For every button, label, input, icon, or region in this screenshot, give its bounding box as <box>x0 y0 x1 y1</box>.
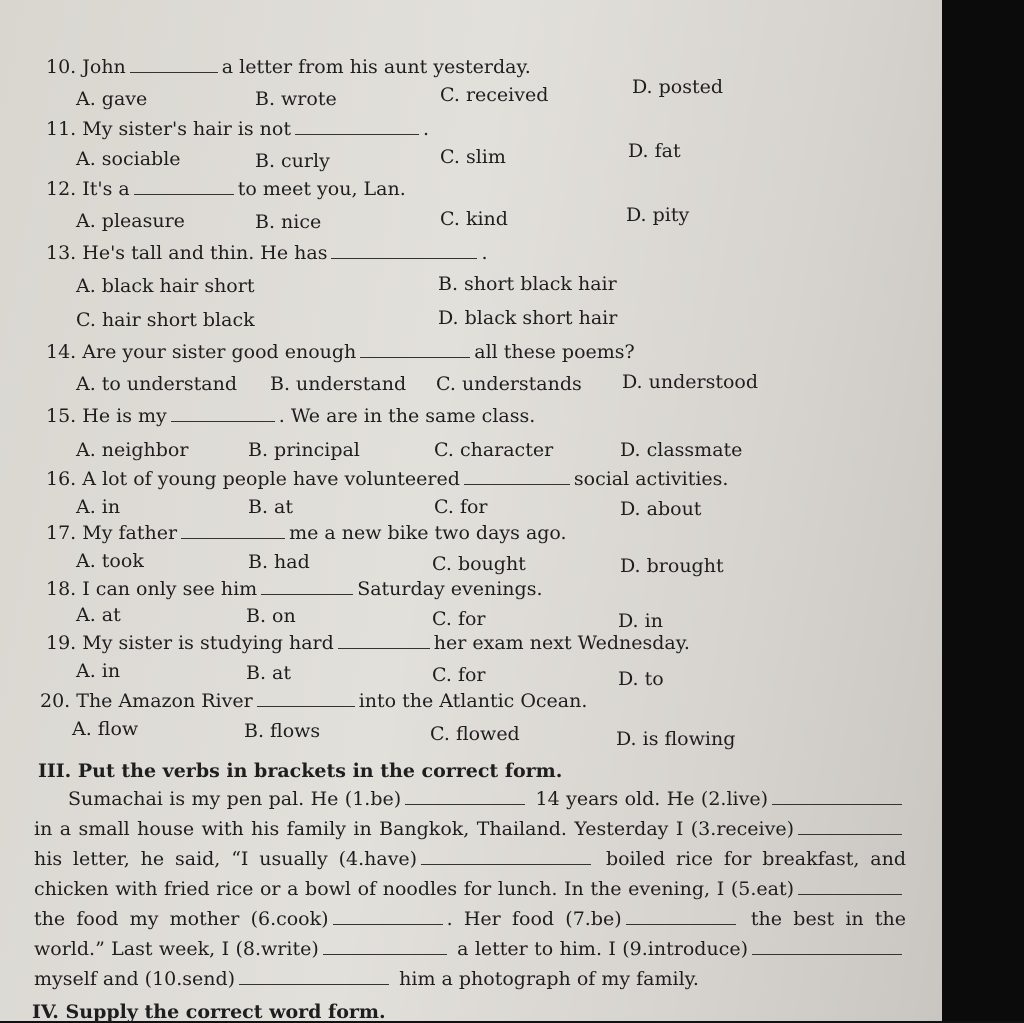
answer-blank[interactable] <box>338 634 430 649</box>
option-a[interactable]: A. neighbor <box>76 439 189 461</box>
answer-blank[interactable] <box>464 470 570 485</box>
option-d[interactable]: D. fat <box>628 140 681 162</box>
question-number: 18. <box>46 578 77 600</box>
question-text: John <box>82 56 126 78</box>
option-a[interactable]: A. in <box>76 660 121 682</box>
option-d[interactable]: D. classmate <box>620 439 743 461</box>
question-12 <box>46 178 406 200</box>
question-11 <box>46 118 429 140</box>
question-text: a letter from his aunt yesterday. <box>221 56 531 78</box>
section-3-paragraph <box>34 784 906 994</box>
option-d[interactable]: D. to <box>618 668 664 690</box>
paragraph-text: his letter, he said, “I usually (4.have) <box>34 848 418 870</box>
option-c[interactable]: C. character <box>434 439 554 461</box>
option-d[interactable]: D. is flowing <box>616 728 736 750</box>
option-c[interactable]: C. received <box>440 84 549 106</box>
option-d[interactable]: D. brought <box>620 555 724 577</box>
option-a[interactable]: A. black hair short <box>76 275 255 297</box>
question-14 <box>46 341 635 363</box>
question-text: The Amazon River <box>76 690 253 712</box>
option-d[interactable]: D. in <box>618 610 663 632</box>
question-16 <box>46 468 728 490</box>
option-b[interactable]: B. at <box>246 662 292 684</box>
option-b[interactable]: B. understand <box>270 373 407 395</box>
answer-blank[interactable] <box>257 692 355 707</box>
option-b[interactable]: B. on <box>246 605 296 627</box>
option-b[interactable]: B. nice <box>255 211 322 233</box>
option-c[interactable]: C. for <box>434 496 488 518</box>
question-text: into the Atlantic Ocean. <box>358 690 588 712</box>
option-d[interactable]: D. posted <box>632 76 724 98</box>
question-10 <box>46 56 531 78</box>
blank-4[interactable] <box>421 850 591 865</box>
question-text: . <box>481 242 488 264</box>
dark-edge <box>942 0 1024 1021</box>
option-c[interactable]: C. slim <box>440 146 506 168</box>
option-c[interactable]: C. understands <box>436 373 582 395</box>
paragraph-text: him a photograph of my family. <box>399 968 699 990</box>
blank-1[interactable] <box>405 790 525 805</box>
answer-blank[interactable] <box>134 180 234 195</box>
option-c[interactable]: C. hair short black <box>76 309 255 331</box>
option-d[interactable]: D. understood <box>622 371 759 393</box>
question-number: 15. <box>46 405 77 427</box>
question-number: 19. <box>46 632 77 654</box>
question-18 <box>46 578 543 600</box>
section-4-title: IV. Supply the correct word form. <box>32 1001 386 1023</box>
question-text: me a new bike two days ago. <box>289 522 567 544</box>
blank-2[interactable] <box>772 790 902 805</box>
question-15 <box>46 405 535 427</box>
option-a[interactable]: A. flow <box>72 718 139 740</box>
question-number: 10. <box>46 56 77 78</box>
question-text: My sister is studying hard <box>82 632 334 654</box>
question-17 <box>46 522 567 544</box>
option-b[interactable]: B. had <box>248 551 310 573</box>
answer-blank[interactable] <box>331 244 477 259</box>
question-text: My father <box>82 522 178 544</box>
answer-blank[interactable] <box>181 524 285 539</box>
question-text: Are your sister good enough <box>82 341 357 363</box>
paragraph-text: the food my mother (6.cook) <box>34 908 329 930</box>
option-d[interactable]: D. about <box>620 498 702 520</box>
question-number: 16. <box>46 468 77 490</box>
option-c[interactable]: C. flowed <box>430 723 520 745</box>
blank-9[interactable] <box>752 940 902 955</box>
option-a[interactable]: A. to understand <box>76 373 237 395</box>
option-b[interactable]: B. wrote <box>255 88 337 110</box>
option-a[interactable]: A. took <box>76 550 144 572</box>
question-text: My sister's hair is not <box>82 118 291 140</box>
paragraph-text: a letter to him. I (9.introduce) <box>457 938 748 960</box>
question-number: 11. <box>46 118 77 140</box>
blank-7[interactable] <box>626 910 736 925</box>
section-3-title: III. Put the verbs in brackets in the correct form. <box>38 760 563 782</box>
question-text: I can only see him <box>82 578 258 600</box>
option-c[interactable]: C. for <box>432 664 486 686</box>
answer-blank[interactable] <box>360 343 470 358</box>
question-text: . We are in the same class. <box>278 405 536 427</box>
option-b[interactable]: B. flows <box>244 720 321 742</box>
question-text: social activities. <box>573 468 729 490</box>
question-text: It's a <box>82 178 130 200</box>
option-c[interactable]: C. bought <box>432 553 526 575</box>
answer-blank[interactable] <box>261 580 353 595</box>
question-number: 17. <box>46 522 77 544</box>
option-a[interactable]: A. at <box>76 604 121 626</box>
blank-10[interactable] <box>239 970 389 985</box>
question-19 <box>46 632 690 654</box>
question-13 <box>46 242 488 264</box>
option-c[interactable]: C. kind <box>440 208 508 230</box>
option-b[interactable]: B. at <box>248 496 294 518</box>
question-text: A lot of young people have volunteered <box>82 468 460 490</box>
option-b[interactable]: B. principal <box>248 439 360 461</box>
blank-6[interactable] <box>333 910 443 925</box>
blank-3[interactable] <box>798 820 902 835</box>
question-text: . <box>423 118 430 140</box>
paragraph-text: in a small house with his family in Bangkok, Thailand. Yesterday I (3.receive) <box>34 818 794 840</box>
option-b[interactable]: B. short black hair <box>438 273 617 295</box>
paragraph-text: 14 years old. He (2.live) <box>535 788 768 810</box>
blank-8[interactable] <box>323 940 447 955</box>
option-a[interactable]: A. gave <box>76 88 148 110</box>
option-a[interactable]: A. in <box>76 496 121 518</box>
option-c[interactable]: C. for <box>432 608 486 630</box>
option-a[interactable]: A. pleasure <box>76 210 185 232</box>
question-text: Saturday evenings. <box>357 578 543 600</box>
option-a[interactable]: A. sociable <box>76 148 181 170</box>
paragraph-text: . Her food (7.be) <box>446 908 622 930</box>
option-b[interactable]: B. curly <box>255 150 330 172</box>
question-text: He's tall and thin. He has <box>82 242 328 264</box>
question-number: 20. <box>40 690 71 712</box>
question-text: to meet you, Lan. <box>237 178 406 200</box>
answer-blank[interactable] <box>171 407 275 422</box>
question-text: He is my <box>82 405 167 427</box>
option-d[interactable]: D. pity <box>626 204 690 226</box>
blank-5[interactable] <box>798 880 902 895</box>
question-number: 12. <box>46 178 77 200</box>
question-20 <box>40 690 587 712</box>
paragraph-text: Sumachai is my pen pal. He (1.be) <box>68 788 402 810</box>
option-d[interactable]: D. black short hair <box>438 307 618 329</box>
paragraph-text: boiled rice for breakfast, and chicken with fried rice or a bowl of noodles for lunch. In the evening, I (5.eat) <box>34 848 906 900</box>
answer-blank[interactable] <box>295 120 419 135</box>
question-text: her exam next Wednesday. <box>433 632 690 654</box>
paragraph-text: myself and (10.send) <box>34 968 236 990</box>
question-number: 14. <box>46 341 77 363</box>
answer-blank[interactable] <box>130 58 218 73</box>
paragraph-text: the best in the world.” Last week, I (8.write) <box>34 908 906 960</box>
question-number: 13. <box>46 242 77 264</box>
question-text: all these poems? <box>474 341 635 363</box>
